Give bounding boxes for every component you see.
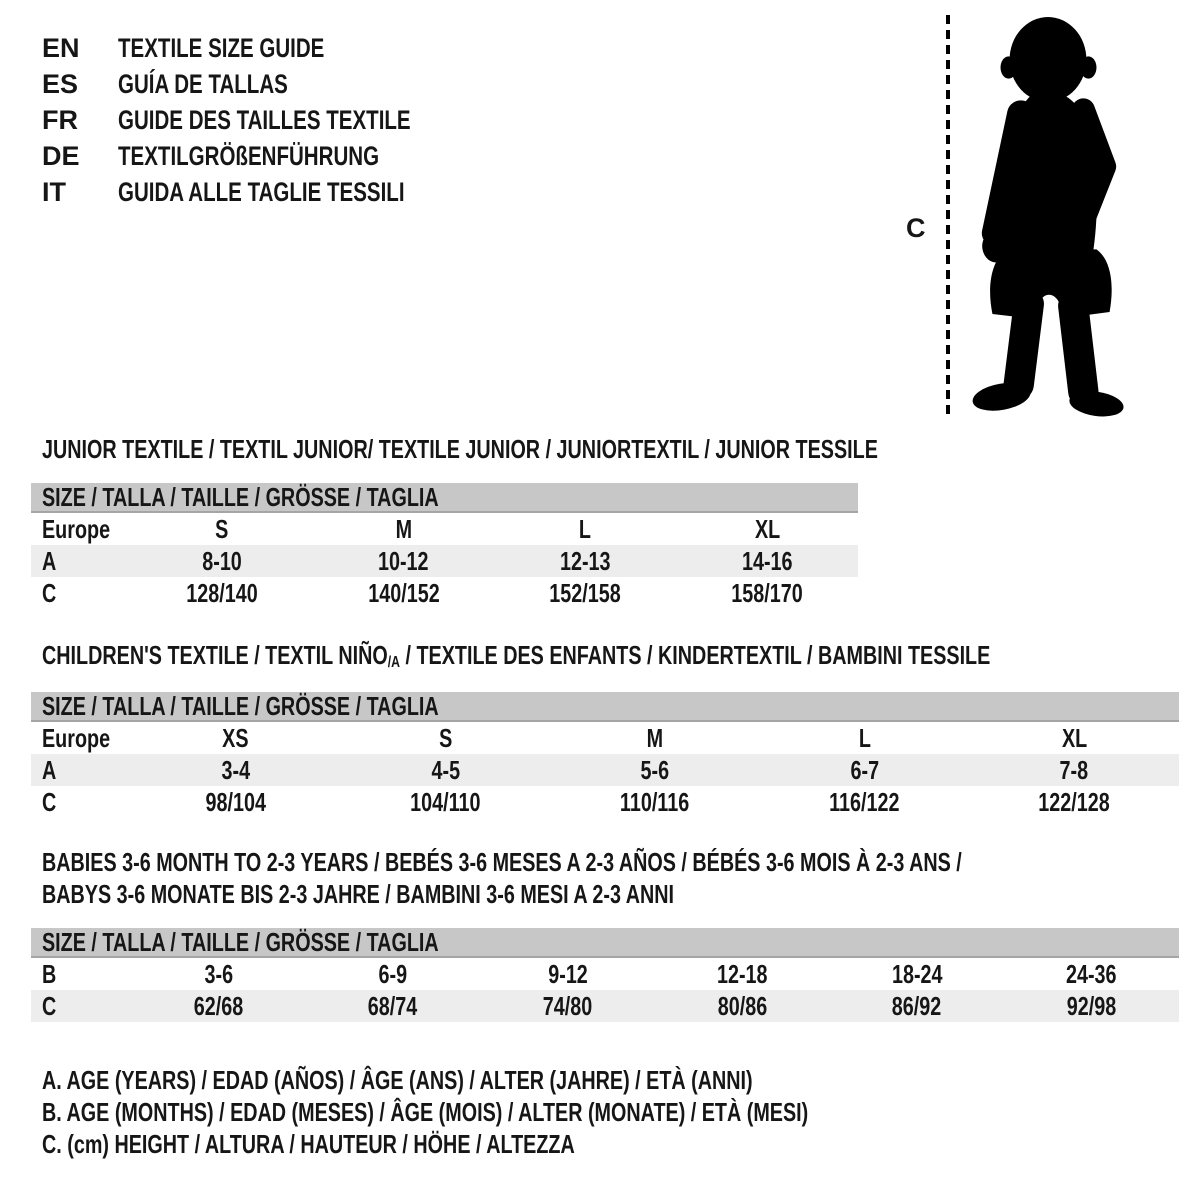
size-header-bar: SIZE / TALLA / TAILLE / GRÖSSE / TAGLIA xyxy=(31,692,1179,722)
table-cell: 158/170 xyxy=(731,578,803,608)
guide-title: GUIDE DES TAILLES TEXTILE xyxy=(118,105,411,135)
table-cell: 9-12 xyxy=(547,959,588,989)
guide-title: GUIDA ALLE TAGLIE TESSILI xyxy=(118,177,405,207)
table-cell: 5-6 xyxy=(640,755,670,785)
table-cell: 24-36 xyxy=(1066,959,1117,989)
table-cell: 12-13 xyxy=(560,546,611,576)
table-row xyxy=(31,786,1179,818)
table-cell: 98/104 xyxy=(205,787,267,817)
legend-line-c: C. (cm) HEIGHT / ALTURA / HAUTEUR / HÖHE / ALTEZZA xyxy=(42,1129,575,1159)
legend-line-a: A. AGE (YEARS) / EDAD (AÑOS) / ÂGE (ANS) / ALTER (JAHRE) / ETÀ (ANNI) xyxy=(42,1065,753,1095)
guide-title: GUÍA DE TALLAS xyxy=(118,69,288,99)
col-header: XL xyxy=(1061,723,1087,753)
table-cell: 10-12 xyxy=(378,546,429,576)
row-label: Europe xyxy=(42,723,111,753)
table-cell: 3-4 xyxy=(221,755,251,785)
row-label: C xyxy=(42,991,57,1021)
col-header: M xyxy=(395,514,412,544)
table-cell: 4-5 xyxy=(431,755,460,785)
table-cell: 12-18 xyxy=(717,959,768,989)
table-cell: 6-9 xyxy=(378,959,408,989)
children-section-title: CHILDREN'S TEXTILE / TEXTIL NIÑO/A / TEXTILE DES ENFANTS / KINDERTEXTIL / BAMBINI TESSILE xyxy=(42,640,991,671)
col-header: S xyxy=(215,514,229,544)
table-row xyxy=(31,990,1179,1022)
language-code: DE xyxy=(42,141,80,171)
size-header-bar: SIZE / TALLA / TAILLE / GRÖSSE / TAGLIA xyxy=(31,483,858,513)
table-cell: 80/86 xyxy=(717,991,768,1021)
table-cell: 128/140 xyxy=(186,578,258,608)
table-cell: 110/116 xyxy=(620,787,690,817)
measure-c-label: C xyxy=(906,213,926,243)
table-cell: 7-8 xyxy=(1059,755,1089,785)
row-label: C xyxy=(42,787,57,817)
table-cell: 116/122 xyxy=(829,787,900,817)
table-cell: 62/68 xyxy=(193,991,244,1021)
height-dashed-line-icon xyxy=(944,15,952,417)
col-header: L xyxy=(579,514,592,544)
table-cell: 18-24 xyxy=(891,959,943,989)
language-row xyxy=(42,102,503,138)
row-label: C xyxy=(42,578,57,608)
table-cell: 68/74 xyxy=(368,991,418,1021)
language-code: FR xyxy=(42,105,78,135)
language-row xyxy=(42,174,503,210)
table-cell: 92/98 xyxy=(1066,991,1117,1021)
table-row xyxy=(31,754,1179,786)
row-label: B xyxy=(42,959,57,989)
table-cell: 6-7 xyxy=(850,755,879,785)
col-header: XS xyxy=(222,723,249,753)
junior-size-table xyxy=(31,483,858,609)
table-cell: 8-10 xyxy=(202,546,242,576)
table-row xyxy=(31,958,1179,990)
col-header: S xyxy=(438,723,452,753)
table-cell: 122/128 xyxy=(1038,787,1110,817)
table-row xyxy=(31,577,858,609)
row-label: A xyxy=(42,546,57,576)
row-label: Europe xyxy=(42,514,111,544)
guide-title: TEXTILGRÖßENFÜHRUNG xyxy=(118,141,380,171)
guide-title: TEXTILE SIZE GUIDE xyxy=(118,33,325,63)
col-header: M xyxy=(646,723,664,753)
col-header: L xyxy=(858,723,871,753)
language-code: IT xyxy=(42,177,66,207)
babies-section-title: BABIES 3-6 MONTH TO 2-3 YEARS / BEBÉS 3-6 MESES A 2-3 AÑOS / BÉBÉS 3-6 MOIS À 2-3 ANS / BABYS 3-6 MONATE BIS 2-3 JAHRE / BAMBINI 3-6 MESI A 2-3 ANNI xyxy=(42,847,962,909)
col-header: XL xyxy=(754,514,780,544)
language-code: ES xyxy=(42,69,79,99)
table-row xyxy=(31,545,858,577)
children-size-table xyxy=(31,692,1179,818)
table-cell: 152/158 xyxy=(549,578,622,608)
language-title-list xyxy=(42,30,503,210)
table-cell: 3-6 xyxy=(204,959,233,989)
table-cell: 104/110 xyxy=(410,787,481,817)
language-row xyxy=(42,30,503,66)
junior-section-title: JUNIOR TEXTILE / TEXTIL JUNIOR/ TEXTILE JUNIOR / JUNIORTEXTIL / JUNIOR TESSILE xyxy=(42,434,878,464)
measurement-legend xyxy=(42,1064,1050,1160)
table-row xyxy=(31,513,858,545)
language-code: EN xyxy=(42,33,80,63)
babies-size-table xyxy=(31,928,1179,1022)
table-cell: 86/92 xyxy=(892,991,942,1021)
table-cell: 14-16 xyxy=(741,546,793,576)
table-row xyxy=(31,722,1179,754)
language-row xyxy=(42,138,503,174)
size-header-bar: SIZE / TALLA / TAILLE / GRÖSSE / TAGLIA xyxy=(31,928,1179,958)
toddler-silhouette-icon xyxy=(966,13,1132,417)
row-label: A xyxy=(42,755,57,785)
language-row xyxy=(42,66,503,102)
table-cell: 74/80 xyxy=(542,991,593,1021)
table-cell: 140/152 xyxy=(367,578,440,608)
legend-line-b: B. AGE (MONTHS) / EDAD (MESES) / ÂGE (MOIS) / ALTER (MONATE) / ETÀ (MESI) xyxy=(42,1097,809,1127)
